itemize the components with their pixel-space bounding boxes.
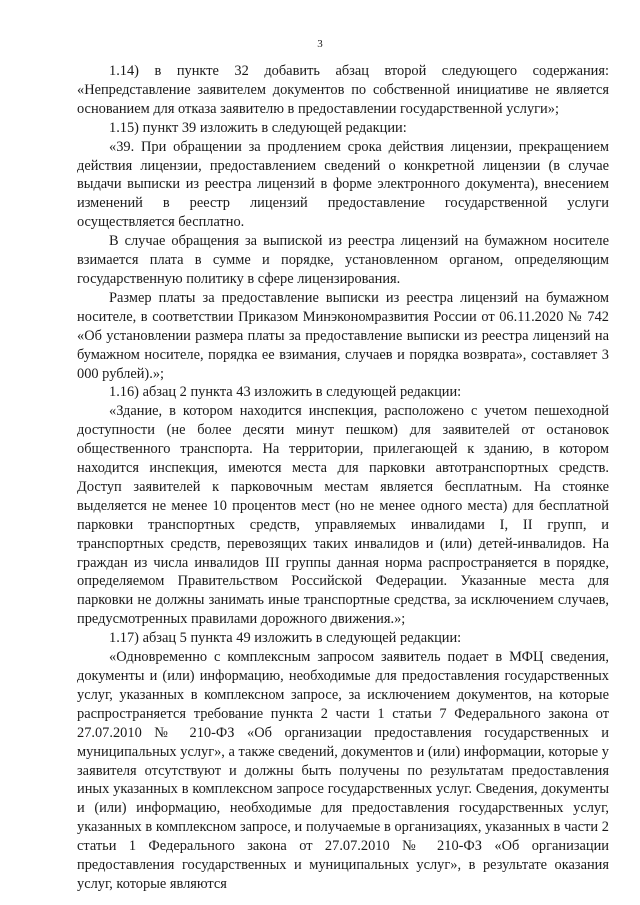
paragraph-building-parking: «Здание, в котором находится инспекция, расположено с учетом пешеходной доступности (не более десяти минут пешком) для заявителей от остановок общественного транспорта. На территории, прилегающей к зданию, в котором находится инспекция, имеются места для парковки автотранспортных средств. Доступ заявителей к парковочным местам является бесплатным. На стоянке выделяется не менее 10 процентов мест (но не менее одного места) для бесплатной парковки транспортных средств, управляемых инвалидами I, II групп, и транспортных средств, перевозящих таких инвалидов и (или) детей-инвалидов. На граждан из числа инвалидов III группы данная норма распространяется в порядке, определяемом Правительством Российской Федерации. Указанные места для парковки не должны занимать иные транспортные средства, за исключением случаев, предусмотренных правилами дорожного движения.»; — [77, 403, 609, 628]
paragraph-1-16: 1.16) абзац 2 пункта 43 изложить в следующей редакции: — [109, 384, 462, 401]
page-number: 3 — [317, 38, 323, 50]
paragraph-1-14: 1.14) в пункте 32 добавить абзац второй следующего содержания: «Непредставление заявителем документов по собственной инициативе не является основанием для отказа заявителю в предоставлении государственной услуги»; — [77, 63, 609, 117]
paragraph-complex-request: «Одновременно с комплексным запросом заявитель подает в МФЦ сведения, документы и (или) информацию, необходимые для предоставления государственных услуг, указанных в комплексном запросе, за исключением документов, на которые распространяется требование пункта 2 части 1 статьи 7 Федерального закона от 27.07.2010 № 210-ФЗ «Об организации предоставления государственных и муниципальных услуг», а также сведений, документов и (или) информации, которые у заявителя отсутствуют и должны быть получены по результатам предоставления иных указанных в комплексном запросе государственных услуг. Сведения, документы и (или) информацию, необходимые для предоставления государственных услуг, указанных в комплексном запросе, и получаемые в организациях, указанных в части 2 статьи 1 Федерального закона от 27.07.2010 № 210-ФЗ «Об организации предоставления государственных и муниципальных услуг», в результате оказания услуг, которые являются — [77, 649, 609, 892]
paragraph-1-15: 1.15) пункт 39 изложить в следующей редакции: — [109, 119, 407, 136]
paragraph-1-17: 1.17) абзац 5 пункта 49 изложить в следующей редакции: — [109, 630, 462, 647]
document-body — [77, 62, 609, 894]
paragraph-fee-amount: Размер платы за предоставление выписки из реестра лицензий на бумажном носителе, в соответствии Приказом Минэкономразвития России от 06.11.2020 № 742 «Об установлении размера платы за предоставление выписки из реестра лицензий на бумажном носителе, порядка ее взимания, случаев и порядка возврата», составляет 3 000 рублей).»; — [77, 289, 609, 382]
paragraph-paper-extract-fee: В случае обращения за выпиской из реестра лицензий на бумажном носителе взимается плата в сумме и порядке, установленном органом, определяющим государственную политику в сфере лицензирования. — [77, 233, 609, 287]
paragraph-39-free-service: «39. При обращении за продлением срока действия лицензии, прекращением действия лицензии, предоставлением сведений о конкретной лицензии (в случае выдачи выписки из реестра лицензий в форме электронного документа), внесением изменений в реестр лицензий предоставление государственной услуги осуществляется бесплатно. — [77, 138, 609, 231]
